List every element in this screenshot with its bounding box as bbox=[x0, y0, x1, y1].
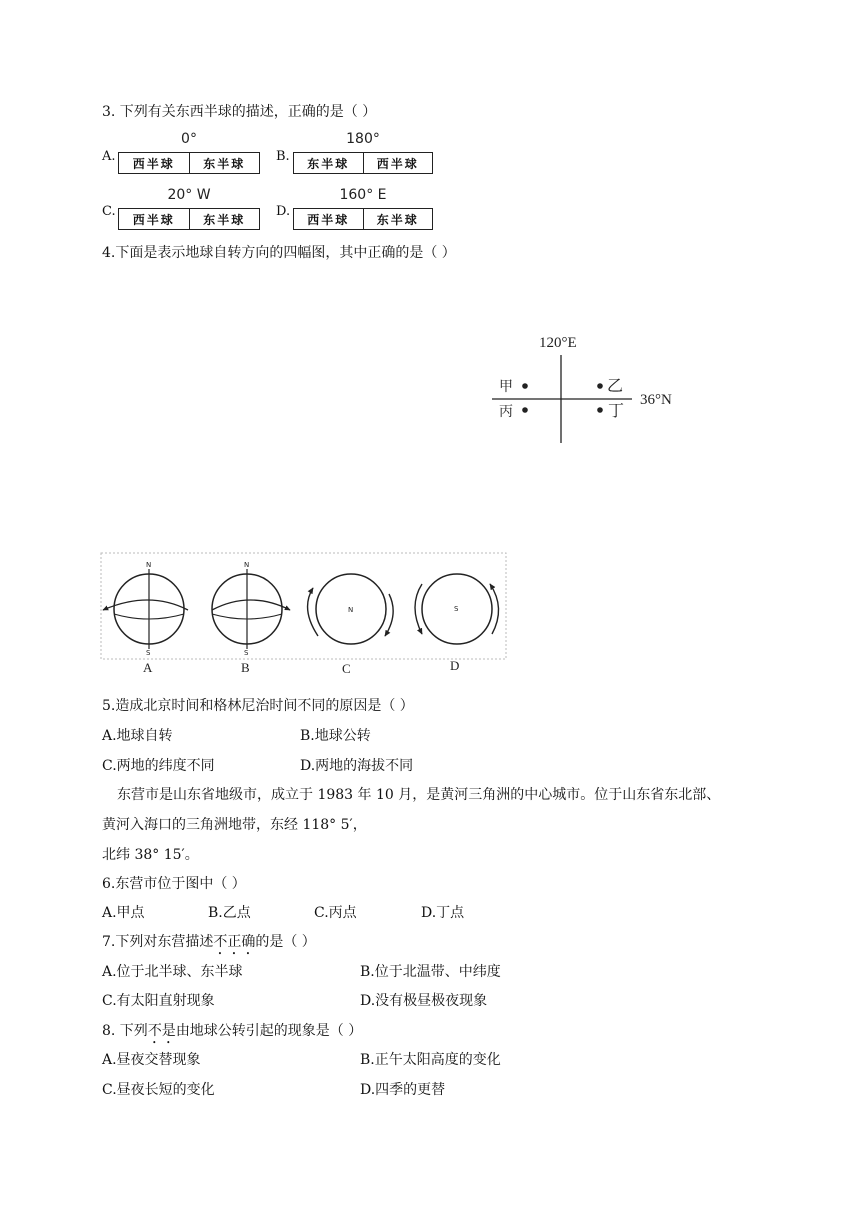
rotation-figure bbox=[100, 552, 508, 680]
figure-label-b: B bbox=[241, 660, 250, 675]
q5-option-c: C.两地的纬度不同 bbox=[102, 758, 215, 774]
point-ding bbox=[597, 407, 603, 413]
q8-stem-post: 由地球公转引起的现象是（ ） bbox=[175, 1023, 363, 1039]
q3-option-c-meridian: 20° W bbox=[167, 187, 211, 203]
q3-option-a-letter: A. bbox=[102, 149, 116, 164]
longitude-label: 120°E bbox=[539, 335, 577, 351]
point-bing bbox=[522, 407, 528, 413]
q3-option-c-box bbox=[118, 208, 260, 230]
q7-option-a: A.位于北半球、东半球 bbox=[102, 964, 243, 980]
q3-option-a-left: 西半球 bbox=[132, 156, 175, 171]
q3-option-c-letter: C. bbox=[102, 204, 116, 219]
q8-stem bbox=[102, 1022, 362, 1047]
point-bing-label: 丙 bbox=[499, 404, 513, 420]
globe-a-n: N bbox=[146, 561, 152, 569]
q3-option-b-meridian: 180° bbox=[346, 131, 380, 147]
coordinate-map bbox=[490, 325, 690, 450]
globe-c bbox=[308, 574, 394, 644]
globe-d-s: S bbox=[454, 605, 459, 613]
passage-line-3: 北纬 38° 15′。 bbox=[102, 847, 199, 863]
q7-stem-pre: 7.下列对东营描述 bbox=[102, 934, 214, 950]
q3-option-a-right: 东半球 bbox=[189, 153, 260, 173]
q6-option-d: D.丁点 bbox=[421, 905, 465, 921]
q3-option-c-left: 西半球 bbox=[132, 212, 175, 227]
q8-option-c: C.昼夜长短的变化 bbox=[102, 1082, 215, 1098]
q7-option-c: C.有太阳直射现象 bbox=[102, 993, 215, 1009]
q4-stem: 4.下面是表示地球自转方向的四幅图，其中正确的是（ ） bbox=[102, 245, 456, 261]
q5-option-b: B.地球公转 bbox=[300, 728, 371, 744]
q6-stem: 6.东营市位于图中（ ） bbox=[102, 876, 246, 892]
q3-option-a-box bbox=[118, 152, 260, 174]
q6-option-b: B.乙点 bbox=[208, 905, 251, 921]
q6-option-c: C.丙点 bbox=[314, 905, 357, 921]
q8-option-d: D.四季的更替 bbox=[360, 1082, 446, 1098]
globe-c-n: N bbox=[348, 606, 354, 614]
q8-option-b: B.正午太阳高度的变化 bbox=[360, 1052, 501, 1068]
q3-option-b-left: 东半球 bbox=[307, 156, 350, 171]
q3-option-d-letter: D. bbox=[276, 204, 291, 219]
passage-line-2: 黄河入海口的三角洲地带，东经 118° 5′， bbox=[102, 817, 367, 833]
globe-b bbox=[212, 561, 290, 657]
point-yi bbox=[597, 383, 603, 389]
q7-stem bbox=[102, 933, 316, 958]
figure-frame bbox=[101, 553, 506, 659]
point-jia-label: 甲 bbox=[499, 379, 513, 395]
figure-label-c: C bbox=[342, 661, 351, 676]
q8-option-a: A.昼夜交替现象 bbox=[102, 1052, 201, 1068]
q3-option-c-right: 东半球 bbox=[189, 209, 260, 229]
q3-option-b-letter: B. bbox=[276, 149, 290, 164]
q5-option-d: D.两地的海拔不同 bbox=[300, 758, 414, 774]
q5-stem: 5.造成北京时间和格林尼治时间不同的原因是（ ） bbox=[102, 698, 414, 714]
globe-b-n: N bbox=[244, 561, 250, 569]
point-jia bbox=[522, 383, 528, 389]
q3-option-d-meridian: 160° E bbox=[339, 187, 387, 203]
q7-stem-post: 的是（ ） bbox=[255, 934, 316, 950]
globe-a-s: S bbox=[146, 649, 151, 657]
q3-option-a-meridian: 0° bbox=[181, 131, 197, 147]
q7-option-d: D.没有极昼极夜现象 bbox=[360, 993, 488, 1009]
figure-label-d: D bbox=[450, 658, 460, 673]
q3-option-b-box bbox=[293, 152, 433, 174]
figure-label-a: A bbox=[143, 660, 153, 675]
globe-b-s: S bbox=[244, 649, 249, 657]
passage-line-1: 东营市是山东省地级市，成立于 1983 年 10 月，是黄河三角洲的中心城市。位于山东省东北部、 bbox=[117, 787, 721, 803]
globe-a bbox=[103, 561, 188, 657]
q6-option-a: A.甲点 bbox=[102, 905, 145, 921]
q3-option-b-right: 西半球 bbox=[363, 153, 433, 173]
q5-option-a: A.地球自转 bbox=[102, 728, 173, 744]
q3-option-d-box bbox=[293, 208, 433, 230]
q3-option-d-right: 东半球 bbox=[363, 209, 433, 229]
point-yi-label: 乙 bbox=[607, 376, 624, 395]
globe-d bbox=[415, 574, 499, 644]
q7-stem-emphasis: 不正确 bbox=[213, 934, 256, 950]
q7-option-b: B.位于北温带、中纬度 bbox=[360, 964, 501, 980]
q8-stem-emphasis: 不是 bbox=[147, 1023, 176, 1039]
q8-stem-pre: 8. 下列 bbox=[102, 1023, 148, 1039]
q3-option-d-left: 西半球 bbox=[307, 212, 350, 227]
q3-stem: 3. 下列有关东西半球的描述，正确的是（ ） bbox=[102, 104, 377, 120]
point-ding-label: 丁 bbox=[608, 401, 625, 420]
latitude-label: 36°N bbox=[640, 392, 672, 408]
